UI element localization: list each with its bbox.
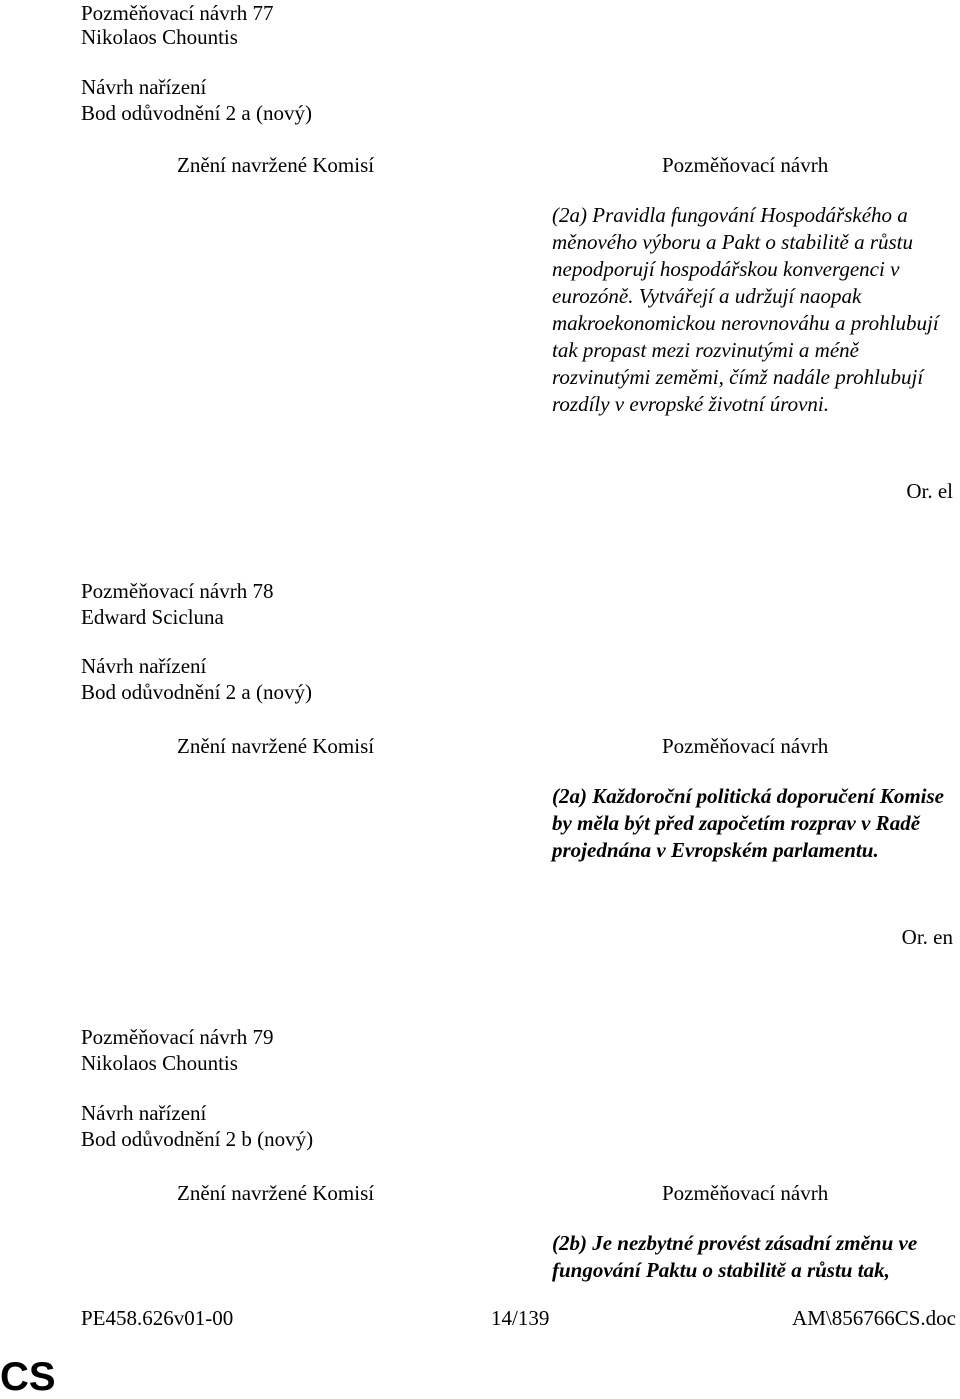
amendment-title: Pozměňovací návrh 78 — [81, 579, 274, 603]
proposal-label: Návrh nařízení — [81, 1101, 207, 1125]
recital-point: Bod odůvodnění 2 a (nový) — [81, 101, 312, 125]
footer-reference: PE458.626v01-00 — [81, 1306, 234, 1330]
amendment-text: (2a) Pravidla fungování Hospodářského a měnového výboru a Pakt o stabilitě a růstu nepodporují hospodářskou konvergenci v eurozóně. Vytvářejí a udržují naopak makroekonomickou nerovnováhu a prohlubují tak propast mezi rozvinutými a méně rozvinutými zeměmi, čímž nadále prohlubují rozdíly v evropské životní úrovni. — [552, 203, 939, 416]
amendment-title: Pozměňovací návrh 79 — [81, 1025, 274, 1049]
amendment-text: (2a) Každoroční politická doporučení Komise by měla být před započetím rozprav v Radě projednána v Evropském parlamentu. — [552, 784, 945, 862]
amendment-author: Nikolaos Chountis — [81, 1051, 238, 1075]
proposal-label: Návrh nařízení — [81, 75, 207, 99]
language-code: CS — [0, 1355, 56, 1399]
column-heading-amendment: Pozměňovací návrh — [662, 1181, 829, 1205]
amendment-title: Pozměňovací návrh 77 — [81, 1, 274, 25]
footer-page-number: 14/139 — [491, 1306, 550, 1330]
column-heading-commission-text: Znění navržené Komisí — [177, 1181, 375, 1205]
original-language: Or. en — [901, 925, 953, 949]
recital-point: Bod odůvodnění 2 b (nový) — [81, 1127, 314, 1151]
column-heading-commission-text: Znění navržené Komisí — [177, 153, 375, 177]
amendment-text: (2b) Je nezbytné provést zásadní změnu ve fungování Paktu o stabilitě a růstu tak, — [552, 1231, 918, 1282]
column-heading-commission-text: Znění navržené Komisí — [177, 734, 375, 758]
amendment-author: Nikolaos Chountis — [81, 25, 238, 49]
footer-document-id: AM\856766CS.doc — [792, 1306, 956, 1330]
amendment-author: Edward Scicluna — [81, 605, 224, 629]
recital-point: Bod odůvodnění 2 a (nový) — [81, 680, 312, 704]
column-heading-amendment: Pozměňovací návrh — [662, 153, 829, 177]
original-language: Or. el — [906, 479, 953, 503]
proposal-label: Návrh nařízení — [81, 654, 207, 678]
column-heading-amendment: Pozměňovací návrh — [662, 734, 829, 758]
